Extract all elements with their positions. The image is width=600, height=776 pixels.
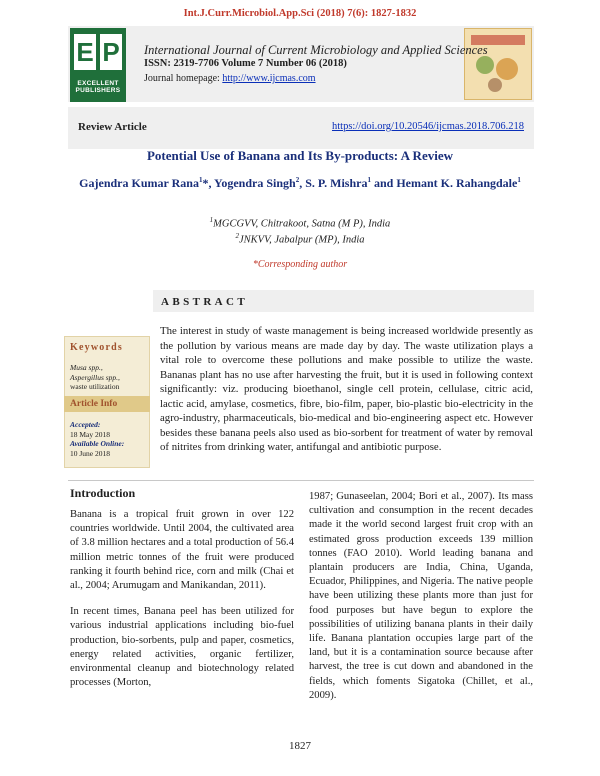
keyword-item: waste utilization [70, 382, 120, 391]
right-column [309, 490, 533, 715]
page-number: 1827 [289, 740, 311, 752]
author-sep: , [299, 176, 306, 190]
keyword-item: Aspergillus spp., [70, 372, 120, 382]
article-dates [70, 420, 148, 458]
logo-letter-e: E [74, 34, 96, 70]
author-name: Hemant K. Rahangdale [396, 176, 518, 190]
available-label: Available Online: [70, 439, 125, 448]
keywords-list [70, 363, 148, 392]
author-name: S. P. Mishra [305, 176, 368, 190]
keywords-heading: Keywords [70, 342, 123, 353]
affiliation [0, 216, 600, 230]
abstract-text: The interest in study of waste management is being increased worldwide presently as the pollution by various means are made day by day. The waste utilization plays a vital role to overcome these pollutions and make possible to utilize the waste. Bananas plant has no use after harvesting the fruit, but it is used in following context significantly: viz. producing bioethanol, single cell protein, cellulase, citric acid, lactic acid, amylase, cosmetics, fibre, bio-film, paper, bio-plastic bio-electricity in the agro-industry, pharmaceuticals, bio-medical and bio-engineering aspect etc. However besides these banana peels also used as bio-sorbent for treatment of water by removal of nitrites from drinking water, antifungal and antibiotic purpose. [160, 325, 533, 453]
left-column [70, 508, 294, 702]
keyword-item: Musa spp., [70, 363, 103, 372]
author-sep: and [370, 176, 397, 190]
corresponding-author: *Corresponding author [252, 259, 348, 270]
author-mark: 1 [517, 176, 521, 184]
author-mark: 2 [295, 176, 300, 184]
journal-cover-image [464, 28, 532, 100]
issn-line: ISSN: 2319-7706 Volume 7 Number 06 (2018) [144, 58, 347, 69]
logo-letter-p: P [100, 34, 122, 70]
section-divider [68, 480, 534, 481]
journal-homepage [144, 73, 316, 84]
body-paragraph: 1987; Gunaseelan, 2004; Bori et al., 2007). Its mass cultivation and consumption in the recent decades made it the world second largest fruit crop with an estimated gross production exceeds 139 million tonnes (FAO 2010). World leading banana and plantain producers are India, China, Uganda, Ecuador, Philippines, and Nigeria. The native people have been utilizing these plants more than just for food purposes but have begun to explore the possibilities of utilizing banana plants in their daily life. Banana plantation occupies large part of the land, but it is a contamination source because after harvest, the tree is cut down and abandoned in the fields, which foments Sigatoka (Chillet, et al., 2009). [309, 491, 533, 701]
doi-link[interactable]: https://doi.org/10.20546/ijcmas.2018.706.218 [331, 121, 524, 132]
affiliation [0, 232, 600, 246]
affiliation-text: JNKVV, Jabalpur (MP), India [239, 234, 365, 246]
article-type: Review Article [78, 121, 147, 133]
author-name: Gajendra Kumar Rana [79, 176, 199, 190]
cover-art-icon [465, 29, 531, 99]
affiliation-text: MGCGVV, Chitrakoot, Satna (M P), India [213, 218, 391, 230]
running-head: Int.J.Curr.Microbiol.App.Sci (2018) 7(6): 1827-1832 [183, 8, 417, 19]
homepage-link[interactable]: http://www.ijcmas.com [222, 73, 316, 84]
author-mark: 1 [367, 176, 371, 184]
body-paragraph: In recent times, Banana peel has been utilized for various industrial applications including bio-fuel production, bio-sorbents, pulp and paper, cosmetics, energy related activities, organic fertilizer, environmental cleanup and biotechnology related processes (Morton, [70, 606, 294, 689]
article-info-heading: Article Info [70, 399, 118, 409]
author-list [0, 176, 600, 191]
intro-heading: Introduction [70, 486, 136, 500]
abstract-heading: ABSTRACT [161, 296, 249, 308]
author-name: Yogendra Singh [214, 176, 296, 190]
author-sep: *, [202, 176, 215, 190]
journal-title: International Journal of Current Microbiology and Applied Sciences [144, 43, 488, 57]
homepage-label: Journal homepage: [144, 73, 223, 84]
author-mark: 1 [198, 176, 203, 184]
logo-publisher: EXCELLENT PUBLISHERS [75, 80, 121, 94]
article-title: Potential Use of Banana and Its By-products: A Review [146, 148, 453, 163]
available-date: 10 June 2018 [70, 448, 110, 458]
publisher-logo [70, 28, 126, 102]
accepted-label: Accepted: [70, 420, 101, 429]
body-paragraph: Banana is a tropical fruit grown in over 122 countries worldwide. Until 2004, the cultivated area of 3.8 million hectares and a total production of 56.4 million metric tonnes of the fruit were produced ranking it fourth behind rice, corn and milk (Chai et al., 2004; Arumugam and Manikandan, 2011). [70, 509, 294, 592]
accepted-date: 18 May 2018 [70, 429, 110, 439]
affiliation-mark: 2 [235, 232, 239, 240]
affiliation-mark: 1 [209, 216, 214, 224]
